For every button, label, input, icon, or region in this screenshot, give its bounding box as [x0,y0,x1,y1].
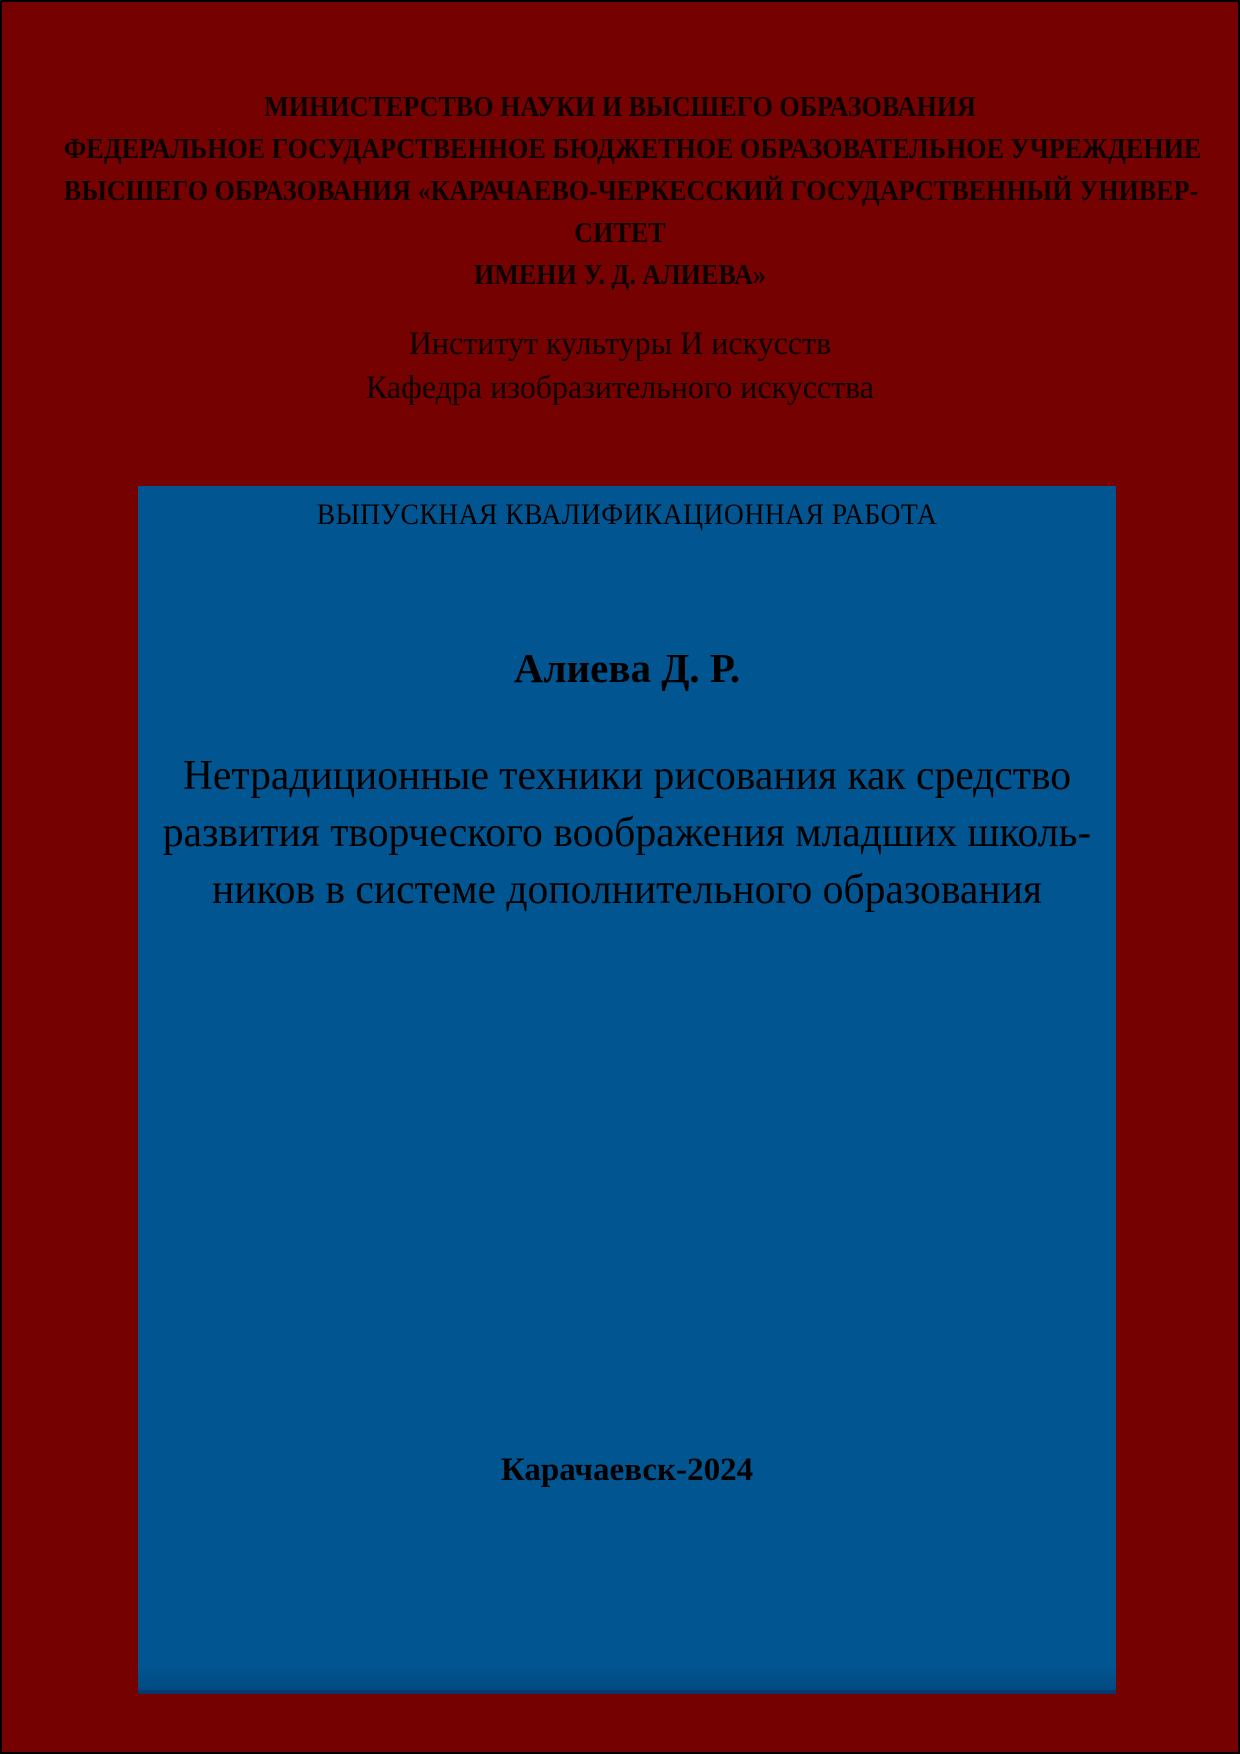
institute-block [2,322,1238,410]
named-after-line: ИМЕНИ У. Д. АЛИЕВА» [473,259,767,291]
qualification-work-panel [138,486,1116,1694]
work-type-label: ВЫПУСКНАЯ КВАЛИФИКАЦИОННАЯ РАБОТА [316,498,938,531]
work-title [138,748,1116,919]
university-name-line: ВЫСШЕГО ОБРАЗОВАНИЯ «КАРАЧАЕВО-ЧЕРКЕССКИЙ ГОСУДАРСТВЕННЫЙ УНИВЕР- [63,175,1199,207]
work-title-line-3: ников в системе дополнительного образования [211,867,1042,913]
university-name-wrap-line: СИТЕТ [574,217,666,249]
department-line: Кафедра изобразительного искусства [365,370,875,406]
ministry-header [2,2,1238,296]
author-name: Алиева Д. Р. [513,645,741,691]
work-title-line-1: Нетрадиционные техники рисования как средство [182,753,1072,799]
federal-institution-line: ФЕДЕРАЛЬНОЕ ГОСУДАРСТВЕННОЕ БЮДЖЕТНОЕ ОБРАЗОВАТЕЛЬНОЕ УЧРЕЖДЕНИЕ [63,133,1202,165]
city-year: Карачаевск-2024 [500,1452,754,1488]
institute-line: Институт культуры И искусств [408,326,832,362]
work-title-line-2: развития творческого воображения младших школь- [162,810,1092,856]
ministry-line: МИНИСТЕРСТВО НАУКИ И ВЫСШЕГО ОБРАЗОВАНИЯ [264,91,976,123]
